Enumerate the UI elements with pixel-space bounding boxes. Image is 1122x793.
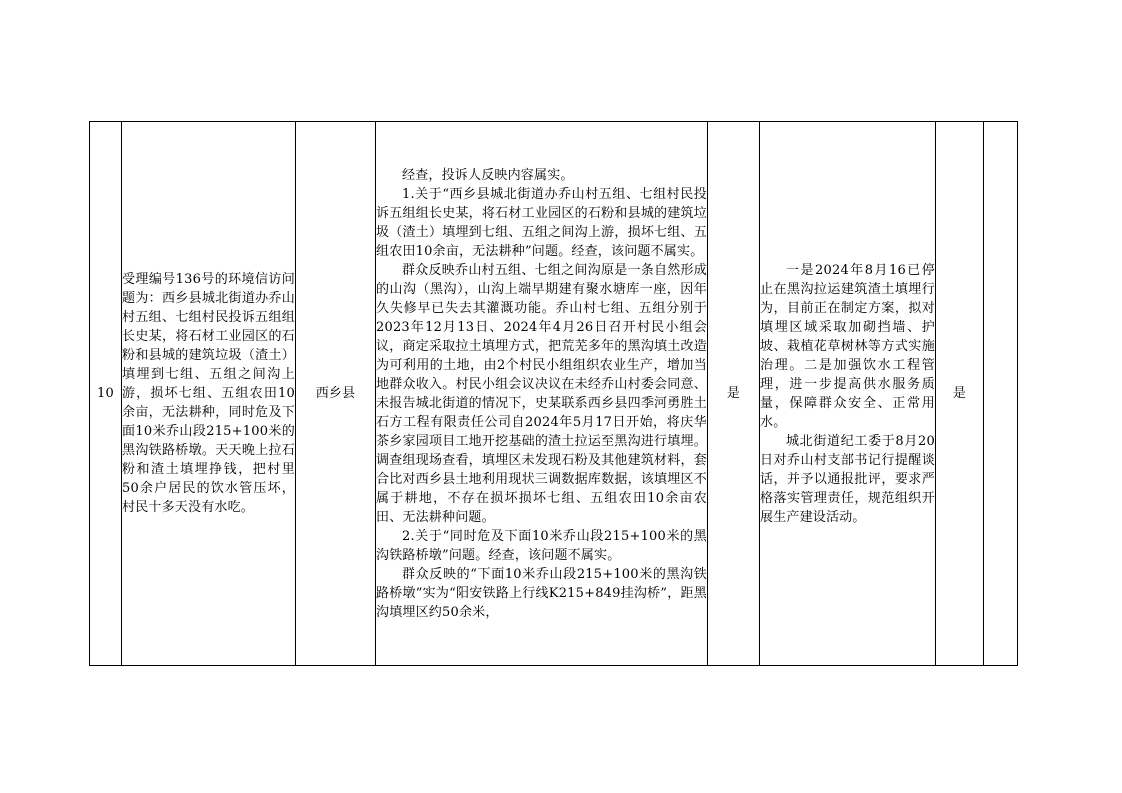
measures-paragraph: 城北街道纪工委于8月20日对乔山村支部书记行提醒谈话，并予以通报批评，要求严格落实管理责任，规范组织开展生产建设活动。 <box>760 433 935 525</box>
findings-paragraph: 1.关于“西乡县城北街道办乔山村五组、七组村民投诉五组组长史某，将石材工业园区的石粉和县城的建筑垃圾（渣土）填埋到七组、五组之间沟上游，损坏七组、五组农田10余亩，无法耕种”问题。经查，该问题不属实。 <box>376 186 707 259</box>
verified-cell: 是 <box>708 122 760 666</box>
findings-paragraph: 群众反映乔山村五组、七组之间沟原是一条自然形成的山沟（黑沟），山沟上端早期建有聚水塘库一座，因年久失修早已失去其灌溉功能。乔山村七组、五组分别于2023年12月13日、2024年4月26日召开村民小组会议，商定采取拉土填埋方式，把荒芜多年的黑沟填土改造为可利用的土地，由2个村民小组组织农业生产，增加当地群众收入。村民小组会议决议在未经乔山村委会同意、未报告城北街道的情况下，史某联系西乡县四季河勇胜土石方工程有限责任公司自2024年5月17日开始，将庆华茶乡家园项目工地开挖基础的渣土拉运至黑沟进行填埋。调查组现场查看，填埋区未发现石粉及其他建筑材料，套合比对西乡县土地利用现状三调数据库数据，该填埋区不属于耕地，不存在损坏损坏七组、五组农田10余亩农田、无法耕种问题。 <box>376 262 707 525</box>
findings-paragraph: 群众反映的“下面10米乔山段215+100米的黑沟铁路桥墩”实为“阳安铁路上行线K215+849挂沟桥”，距黑沟填埋区约50余米， <box>376 566 707 620</box>
row-index-cell: 10 <box>90 122 122 666</box>
table-row <box>90 122 1018 666</box>
findings-paragraph: 2.关于“同时危及下面10米乔山段215+100米的黑沟铁路桥墩”问题。经查，该问题不属实。 <box>376 528 707 563</box>
measures-cell <box>760 122 936 666</box>
measures-paragraph: 一是2024年8月16已停止在黑沟拉运建筑渣土填埋行为，目前正在制定方案，拟对填埋区域采取加砌挡墙、护坡、栽植花草树林等方式实施治理。二是加强饮水工程管理，进一步提高供水服务质量，保障群众安全、正常用水。 <box>760 262 935 430</box>
findings-cell <box>376 122 708 666</box>
complaint-cell: 受理编号136号的环境信访问题为：西乡县城北街道办乔山村五组、七组村民投诉五组组长史某，将石材工业园区的石粉和县城的建筑垃圾（渣土）填埋到七组、五组之间沟上游，损坏七组、五组农田10余亩，无法耕种，同时危及下面10米乔山段215+100米的黑沟铁路桥墩。天天晚上拉石粉和渣土填埋挣钱，把村里50余户居民的饮水管压坏，村民十多天没有水吃。 <box>122 122 296 666</box>
county-cell: 西乡县 <box>296 122 376 666</box>
findings-paragraph: 经查，投诉人反映内容属实。 <box>402 167 574 183</box>
resolved-cell: 是 <box>936 122 984 666</box>
remark-cell <box>984 122 1018 666</box>
case-table <box>89 121 1018 666</box>
